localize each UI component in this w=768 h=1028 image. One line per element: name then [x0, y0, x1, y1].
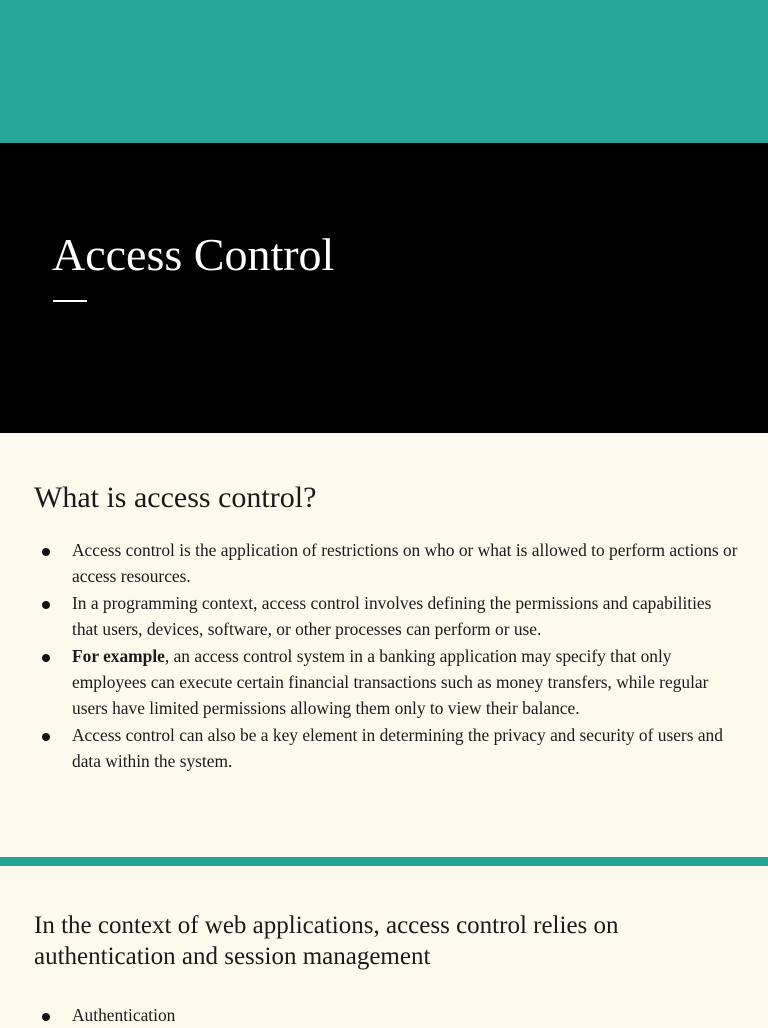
- bullet-dot-icon: [42, 601, 50, 609]
- bullet-item: [0, 590, 738, 643]
- slide-what-is-access-control: [0, 433, 768, 857]
- bullet-text: , an access control system in a banking application may specify that only employees can execute certain financial transactions such as money transfers, while regular users have limited permissions allowing them only to view their balance.: [72, 645, 709, 719]
- bullet-list: [0, 1002, 738, 1028]
- title-slide: [0, 143, 768, 433]
- bullet-text: Access control can also be a key element in determining the privacy and security of users and data within the system.: [72, 724, 723, 772]
- bullet-text: Authentication: [72, 1005, 176, 1025]
- bullet-dot-icon: [42, 654, 50, 662]
- bullet-text: In a programming context, access control involves defining the permissions and capabilities that users, devices, software, or other processes can perform or use.: [72, 592, 712, 640]
- bullet-dot-icon: [42, 1013, 50, 1021]
- bullet-emphasis: For example: [72, 645, 165, 666]
- title-underline: [53, 300, 87, 302]
- bullet-dot-icon: [42, 733, 50, 741]
- section-divider: [0, 857, 768, 866]
- bullet-text: Access control is the application of restrictions on who or what is allowed to perform actions or access resources.: [72, 540, 738, 587]
- slide-title: Access Control: [52, 229, 335, 280]
- section-heading: In the context of web applications, access control relies on authentication and session management: [34, 912, 619, 970]
- bullet-item: [0, 722, 738, 775]
- bullet-list: [0, 537, 738, 775]
- top-teal-band: [0, 0, 768, 143]
- section-heading: What is access control?: [34, 481, 317, 514]
- slide-web-applications-context: [0, 866, 768, 1024]
- bullet-item: [0, 537, 738, 590]
- bullet-item: [0, 1002, 738, 1028]
- bullet-dot-icon: [42, 548, 50, 556]
- bullet-item: [0, 643, 738, 722]
